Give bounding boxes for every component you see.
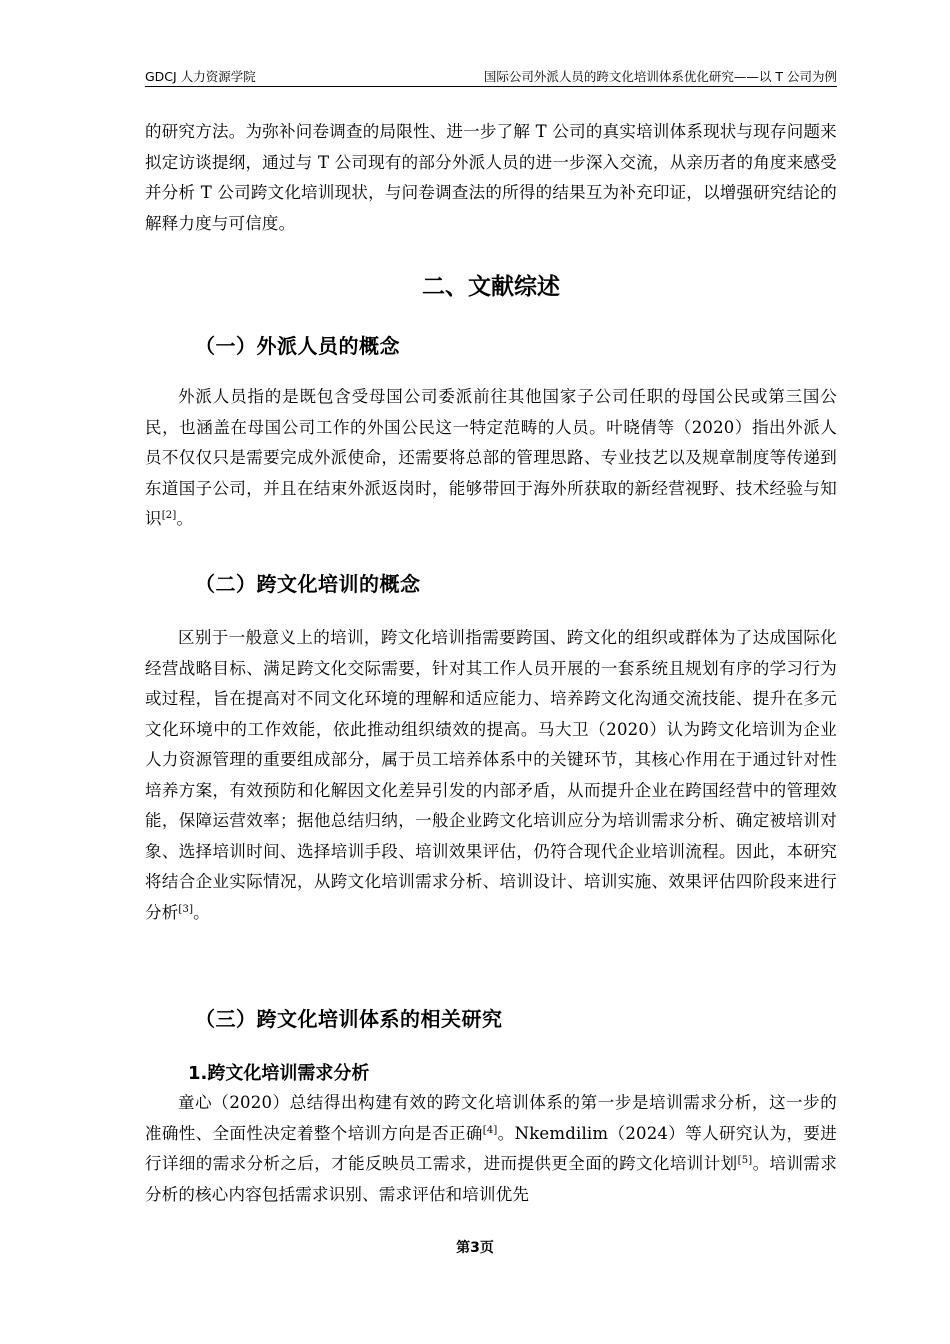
section-title: 二、文献综述 [422, 274, 560, 300]
item-title-needs-analysis: 1.跨文化培训需求分析 [188, 1063, 370, 1084]
subsection-title-1: （一）外派人员的概念 [195, 334, 400, 358]
paragraph-needs-analysis: 童心（2020）总结得出构建有效的跨文化培训体系的第一步是培训需求分析，这一步的准确性、全面性决定着整个培训方向是否正确[4]。Nkemdilim（2024）等人研究认为，要进行详细的需求分析之后，才能反映员工需求，进而提供更全面的跨文化培训计划[5]。培训需求分析的核心内容包括需求识别、需求评估和培训优先 [145, 1093, 838, 1204]
subsection-title-2: （二）跨文化培训的概念 [195, 572, 421, 596]
citation-ref: [4] [482, 1124, 498, 1136]
paragraph-expatriate-concept: 外派人员指的是既包含受母国公司委派前往其他国家子公司任职的母国公民或第三国公民，也涵盖在母国公司工作的外国公民这一特定范畴的人员。叶晓倩等（2020）指出外派人员不仅仅只是需要完成外派使命，还需要将总部的管理思路、专业技艺以及规章制度等传递到东道国子公司，并且在结束外派返岗时，能够带回于海外所获取的新经营视野、技术经验与知识[2]。 [145, 387, 837, 528]
header-thesis-title: 国际公司外派人员的跨文化培训体系优化研究——以 T 公司为例 [483, 69, 837, 84]
paragraph-training-concept: 区别于一般意义上的培训，跨文化培训指需要跨国、跨文化的组织或群体为了达成国际化经营战略目标、满足跨文化交际需要，针对其工作人员开展的一套系统且规划有序的学习行为或过程，旨在提高对不同文化环境的理解和适应能力、培养跨文化沟通交流技能、提升在多元文化环境中的工作效能，依此推动组织绩效的提高。马大卫（2020）认为跨文化培训为企业人力资源管理的重要组成部分，属于员工培养体系中的关键环节，其核心作用在于通过针对性培养方案，有效预防和化解因文化差异引发的内部矛盾，从而提升企业在跨国经营中的管理效能，保障运营效率；据他总结归纳，一般企业跨文化培训应分为培训需求分析、确定被培训对象、选择培训时间、选择培训手段、培训效果评估，仍符合现代企业培训流程。因此，本研究将结合企业实际情况，从跨文化培训需求分析、培训设计、培训实施、效果评估四阶段来进行分析[3]。 [145, 628, 837, 922]
citation-ref: [3] [178, 903, 194, 915]
page-header [145, 64, 837, 87]
header-school: GDCJ 人力资源学院 [145, 69, 256, 84]
page-number: 第3页 [456, 1240, 494, 1256]
citation-ref: [5] [737, 1155, 753, 1166]
intro-paragraph: 的研究方法。为弥补问卷调查的局限性、进一步了解 T 公司的真实培训体系现状与现存问题来拟定访谈提纲，通过与 T 公司现有的部分外派人员的进一步深入交流，从亲历者的角度来感受并分析 T 公司跨文化培训现状，与问卷调查法的所得的结果互为补充印证，以增强研究结论的解释力度与可信度。 [145, 122, 837, 233]
subsection-title-3: （三）跨文化培训体系的相关研究 [195, 1007, 503, 1031]
citation-ref: [2] [161, 510, 177, 521]
